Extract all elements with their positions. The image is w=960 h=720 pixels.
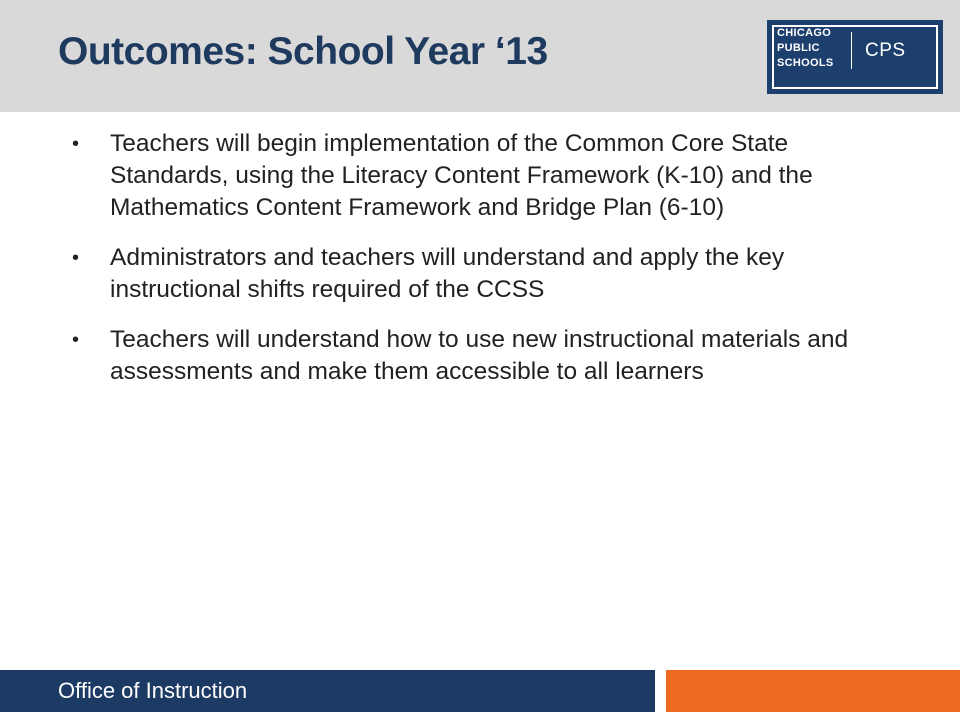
header-band [0, 0, 960, 112]
bullet-text: Teachers will begin implementation of the Common Core State Standards, using the Literacy Content Framework (K-10) and the Mathematics Content Framework and Bridge Plan (6-10) [110, 130, 813, 221]
bullet-icon: • [72, 133, 80, 155]
cps-logo [767, 20, 943, 94]
logo-line-1: CHICAGO [777, 27, 832, 39]
outcomes-list [70, 128, 890, 406]
logo-line-2: PUBLIC [777, 42, 820, 54]
logo-line-3: SCHOOLS [777, 57, 834, 69]
logo-abbreviation: CPS [865, 40, 906, 61]
bullet-icon: • [72, 247, 80, 269]
footer-label: Office of Instruction [58, 678, 248, 703]
list-item [70, 324, 890, 388]
list-item [70, 242, 890, 306]
bullet-text: Teachers will understand how to use new instructional materials and assessments and make them accessible to all learners [110, 326, 849, 385]
footer-bar [0, 670, 655, 712]
bullet-icon: • [72, 329, 80, 351]
logo-divider [851, 32, 852, 69]
slide-title: Outcomes: School Year ‘13 [58, 30, 548, 73]
logo-wordmark [777, 26, 834, 71]
list-item [70, 128, 890, 224]
footer-accent-bar [666, 670, 960, 712]
bullet-text: Administrators and teachers will understand and apply the key instructional shifts required of the CCSS [110, 244, 785, 303]
